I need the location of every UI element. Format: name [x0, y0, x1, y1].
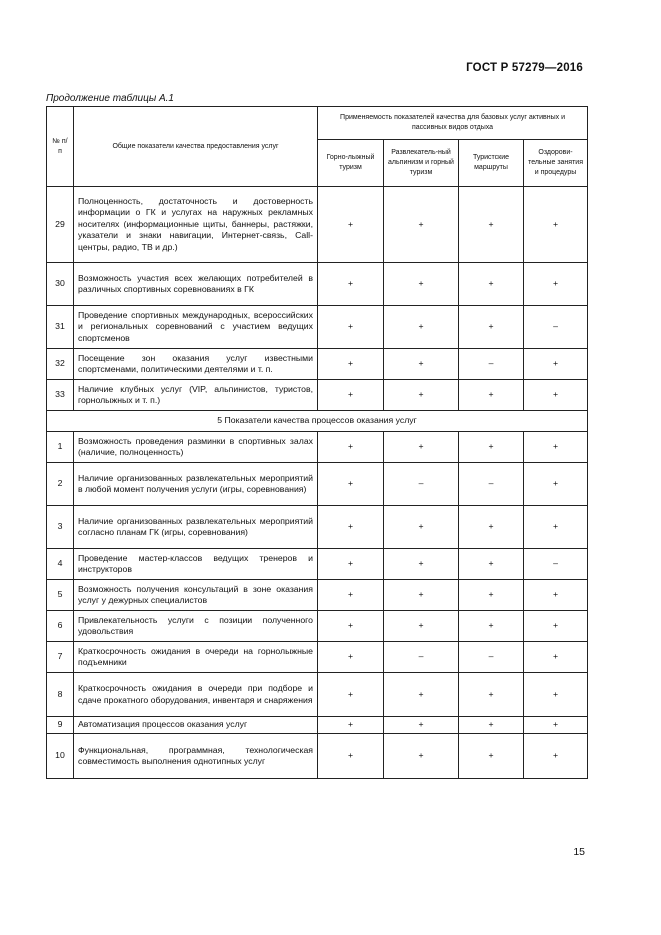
table-body-part1	[47, 187, 588, 411]
applicability-mark: +	[318, 263, 384, 306]
table-row	[47, 349, 588, 380]
row-number: 33	[47, 380, 74, 411]
applicability-mark: –	[524, 306, 588, 349]
applicability-mark: +	[384, 549, 459, 580]
table-row	[47, 263, 588, 306]
row-number: 2	[47, 463, 74, 506]
applicability-mark: +	[524, 432, 588, 463]
indicator-description: Посещение зон оказания услуг известными спортсменами, политическими деятелями и т. п.	[74, 349, 318, 380]
applicability-mark: +	[318, 432, 384, 463]
applicability-mark: +	[384, 580, 459, 611]
applicability-mark: +	[384, 734, 459, 779]
row-number: 8	[47, 673, 74, 717]
table-caption: Продолжение таблицы А.1	[46, 93, 174, 104]
indicator-description: Наличие организованных развлекательных мероприятий согласно планам ГК (игры, соревнования)	[74, 506, 318, 549]
indicator-description: Возможность участия всех желающих потребителей в различных спортивных соревнованиях в ГК	[74, 263, 318, 306]
indicator-description: Функциональная, программная, технологическая совместимость выполнения однотипных услуг	[74, 734, 318, 779]
column-header-general-indicators: Общие показатели качества предоставления услуг	[74, 107, 318, 187]
applicability-mark: +	[524, 611, 588, 642]
column-group-header-applicability: Применяемость показателей качества для базовых услуг активных и пассивных видов отдыха	[318, 107, 588, 140]
applicability-mark: +	[318, 380, 384, 411]
applicability-mark: +	[524, 463, 588, 506]
applicability-mark: +	[459, 187, 524, 263]
applicability-mark: +	[459, 432, 524, 463]
indicator-description: Привлекательность услуги с позиции полученного удовольствия	[74, 611, 318, 642]
applicability-mark: +	[459, 263, 524, 306]
applicability-mark: +	[384, 717, 459, 734]
applicability-mark: +	[384, 432, 459, 463]
applicability-mark: +	[318, 349, 384, 380]
applicability-mark: +	[524, 734, 588, 779]
page-number: 15	[573, 846, 585, 858]
row-number: 1	[47, 432, 74, 463]
applicability-mark: +	[524, 642, 588, 673]
applicability-mark: +	[459, 506, 524, 549]
table-row	[47, 187, 588, 263]
column-header-ski-tourism: Горно-лыжный туризм	[318, 140, 384, 187]
applicability-mark: +	[459, 717, 524, 734]
applicability-mark: +	[459, 380, 524, 411]
applicability-mark: +	[318, 734, 384, 779]
applicability-mark: +	[318, 549, 384, 580]
indicator-description: Возможность получения консультаций в зоне оказания услуг у дежурных специалистов	[74, 580, 318, 611]
column-header-number: № п/п	[47, 107, 74, 187]
row-number: 5	[47, 580, 74, 611]
row-number: 4	[47, 549, 74, 580]
document-code: ГОСТ Р 57279—2016	[466, 62, 583, 74]
applicability-mark: –	[524, 549, 588, 580]
applicability-mark: +	[384, 263, 459, 306]
applicability-mark: +	[459, 549, 524, 580]
applicability-mark: +	[524, 349, 588, 380]
applicability-mark: +	[384, 187, 459, 263]
applicability-mark: –	[384, 642, 459, 673]
applicability-mark: +	[459, 611, 524, 642]
indicator-description: Проведение мастер-классов ведущих тренеров и инструкторов	[74, 549, 318, 580]
applicability-mark: +	[384, 349, 459, 380]
applicability-mark: –	[459, 463, 524, 506]
row-number: 32	[47, 349, 74, 380]
applicability-mark: +	[318, 506, 384, 549]
applicability-mark: +	[524, 187, 588, 263]
table-row	[47, 549, 588, 580]
row-number: 3	[47, 506, 74, 549]
indicator-description: Возможность проведения разминки в спортивных залах (наличие, полноценность)	[74, 432, 318, 463]
applicability-mark: +	[384, 306, 459, 349]
applicability-mark: +	[318, 580, 384, 611]
quality-indicators-table	[46, 106, 588, 779]
row-number: 6	[47, 611, 74, 642]
table-row	[47, 432, 588, 463]
applicability-mark: +	[459, 673, 524, 717]
indicator-description: Полноценность, достаточность и достоверность информации о ГК и услугах на наружных рекламных носителях (информационные щиты, баннеры, растяжки, указатели и знаки навигации, Интернет-связь, Call-центры, радио, ТВ и др.)	[74, 187, 318, 263]
applicability-mark: +	[318, 642, 384, 673]
applicability-mark: +	[318, 306, 384, 349]
row-number: 30	[47, 263, 74, 306]
table-row	[47, 611, 588, 642]
applicability-mark: +	[318, 717, 384, 734]
applicability-mark: +	[524, 380, 588, 411]
applicability-mark: +	[384, 673, 459, 717]
table-row	[47, 717, 588, 734]
table-row	[47, 506, 588, 549]
column-header-health-procedures: Оздорови-тельные занятия и процедуры	[524, 140, 588, 187]
table-row	[47, 380, 588, 411]
applicability-mark: –	[384, 463, 459, 506]
applicability-mark: +	[384, 611, 459, 642]
applicability-mark: +	[524, 506, 588, 549]
table-row	[47, 642, 588, 673]
indicator-description: Наличие организованных развлекательных мероприятий в любой момент получения услуги (игры, соревнования)	[74, 463, 318, 506]
table-row	[47, 580, 588, 611]
row-number: 9	[47, 717, 74, 734]
indicator-description: Наличие клубных услуг (VIP, альпинистов, туристов, горнолыжных и т. п.)	[74, 380, 318, 411]
indicator-description: Краткосрочность ожидания в очереди при подборе и сдаче прокатного оборудования, инвентаря и снаряжения	[74, 673, 318, 717]
applicability-mark: –	[459, 642, 524, 673]
applicability-mark: +	[318, 611, 384, 642]
applicability-mark: +	[524, 673, 588, 717]
table-row	[47, 463, 588, 506]
applicability-mark: +	[384, 380, 459, 411]
applicability-mark: +	[318, 673, 384, 717]
section-title: 5 Показатели качества процессов оказания услуг	[47, 411, 588, 432]
applicability-mark: +	[524, 263, 588, 306]
table-row	[47, 673, 588, 717]
section-header-group	[47, 411, 588, 432]
row-number: 10	[47, 734, 74, 779]
indicator-description: Краткосрочность ожидания в очереди на горнолыжные подъемники	[74, 642, 318, 673]
applicability-mark: +	[318, 187, 384, 263]
column-header-alpinism: Развлекатель-ный альпинизм и горный туризм	[384, 140, 459, 187]
row-number: 7	[47, 642, 74, 673]
table-header	[47, 107, 588, 187]
applicability-mark: +	[459, 734, 524, 779]
applicability-mark: +	[384, 506, 459, 549]
table-row	[47, 734, 588, 779]
indicator-description: Автоматизация процессов оказания услуг	[74, 717, 318, 734]
applicability-mark: +	[318, 463, 384, 506]
applicability-mark: –	[459, 349, 524, 380]
row-number: 29	[47, 187, 74, 263]
applicability-mark: +	[459, 306, 524, 349]
applicability-mark: +	[524, 717, 588, 734]
table-body-part2	[47, 432, 588, 779]
column-header-tourist-routes: Туристские маршруты	[459, 140, 524, 187]
indicator-description: Проведение спортивных международных, всероссийских и региональных соревнований с участием ведущих спортсменов	[74, 306, 318, 349]
table-row	[47, 306, 588, 349]
applicability-mark: +	[459, 580, 524, 611]
row-number: 31	[47, 306, 74, 349]
applicability-mark: +	[524, 580, 588, 611]
